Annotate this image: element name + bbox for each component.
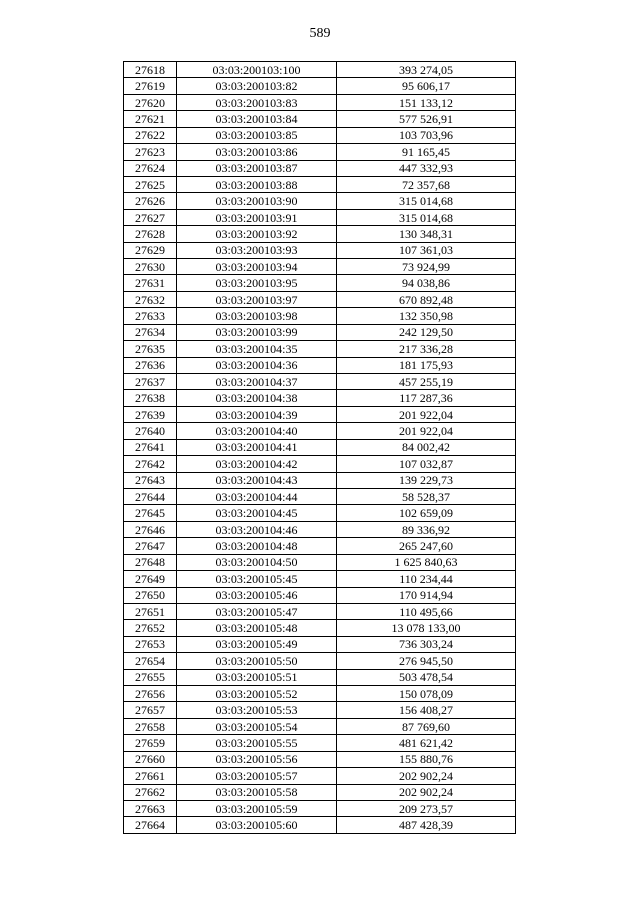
amount-cell: 201 922,04 [337, 406, 516, 422]
row-number-cell: 27629 [124, 242, 177, 258]
cadastral-number-cell: 03:03:200103:87 [177, 160, 337, 176]
table-row [124, 160, 516, 176]
row-number-cell: 27655 [124, 669, 177, 685]
cadastral-number-cell: 03:03:200103:90 [177, 193, 337, 209]
row-number-cell: 27627 [124, 209, 177, 225]
amount-cell: 58 528,37 [337, 488, 516, 504]
table-body [124, 62, 516, 834]
row-number-cell: 27660 [124, 751, 177, 767]
table-row [124, 686, 516, 702]
table-row [124, 111, 516, 127]
cadastral-number-cell: 03:03:200105:52 [177, 686, 337, 702]
amount-cell: 72 357,68 [337, 176, 516, 192]
cadastral-number-cell: 03:03:200104:37 [177, 374, 337, 390]
cadastral-number-cell: 03:03:200104:40 [177, 423, 337, 439]
cadastral-number-cell: 03:03:200105:59 [177, 800, 337, 816]
table-row [124, 209, 516, 225]
amount-cell: 150 078,09 [337, 686, 516, 702]
table-row [124, 308, 516, 324]
page-number: 589 [309, 26, 331, 41]
amount-cell: 265 247,60 [337, 538, 516, 554]
amount-cell: 315 014,68 [337, 209, 516, 225]
amount-cell: 110 495,66 [337, 603, 516, 619]
row-number-cell: 27658 [124, 718, 177, 734]
table-row [124, 587, 516, 603]
cadastral-number-cell: 03:03:200105:51 [177, 669, 337, 685]
amount-cell: 132 350,98 [337, 308, 516, 324]
table-row [124, 423, 516, 439]
row-number-cell: 27631 [124, 275, 177, 291]
amount-cell: 457 255,19 [337, 374, 516, 390]
table-row [124, 488, 516, 504]
row-number-cell: 27649 [124, 571, 177, 587]
cadastral-number-cell: 03:03:200104:36 [177, 357, 337, 373]
table-row [124, 718, 516, 734]
table-row [124, 751, 516, 767]
amount-cell: 447 332,93 [337, 160, 516, 176]
cadastral-number-cell: 03:03:200103:85 [177, 127, 337, 143]
row-number-cell: 27636 [124, 357, 177, 373]
amount-cell: 217 336,28 [337, 341, 516, 357]
table-row [124, 768, 516, 784]
cadastral-number-cell: 03:03:200103:82 [177, 78, 337, 94]
amount-cell: 117 287,36 [337, 390, 516, 406]
amount-cell: 170 914,94 [337, 587, 516, 603]
row-number-cell: 27619 [124, 78, 177, 94]
cadastral-number-cell: 03:03:200105:56 [177, 751, 337, 767]
table-row [124, 62, 516, 78]
cadastral-number-cell: 03:03:200104:50 [177, 554, 337, 570]
table-row [124, 554, 516, 570]
table-row [124, 144, 516, 160]
table-row [124, 374, 516, 390]
amount-cell: 393 274,05 [337, 62, 516, 78]
row-number-cell: 27632 [124, 291, 177, 307]
amount-cell: 156 408,27 [337, 702, 516, 718]
row-number-cell: 27642 [124, 456, 177, 472]
row-number-cell: 27663 [124, 800, 177, 816]
table-row [124, 324, 516, 340]
table-row [124, 357, 516, 373]
cadastral-number-cell: 03:03:200105:57 [177, 768, 337, 784]
table-row [124, 259, 516, 275]
cadastral-number-cell: 03:03:200103:98 [177, 308, 337, 324]
amount-cell: 736 303,24 [337, 636, 516, 652]
amount-cell: 91 165,45 [337, 144, 516, 160]
table-row [124, 653, 516, 669]
amount-cell: 102 659,09 [337, 505, 516, 521]
amount-cell: 487 428,39 [337, 817, 516, 833]
row-number-cell: 27644 [124, 488, 177, 504]
cadastral-number-cell: 03:03:200105:55 [177, 735, 337, 751]
amount-cell: 276 945,50 [337, 653, 516, 669]
table-row [124, 275, 516, 291]
row-number-cell: 27646 [124, 521, 177, 537]
cadastral-number-cell: 03:03:200103:95 [177, 275, 337, 291]
amount-cell: 577 526,91 [337, 111, 516, 127]
row-number-cell: 27621 [124, 111, 177, 127]
cadastral-number-cell: 03:03:200104:43 [177, 472, 337, 488]
cadastral-number-cell: 03:03:200105:53 [177, 702, 337, 718]
table-row [124, 291, 516, 307]
table-row [124, 242, 516, 258]
table-row [124, 94, 516, 110]
cadastral-number-cell: 03:03:200104:46 [177, 521, 337, 537]
table-row [124, 456, 516, 472]
row-number-cell: 27647 [124, 538, 177, 554]
amount-cell: 103 703,96 [337, 127, 516, 143]
cadastral-number-cell: 03:03:200105:49 [177, 636, 337, 652]
row-number-cell: 27624 [124, 160, 177, 176]
cadastral-number-cell: 03:03:200105:50 [177, 653, 337, 669]
row-number-cell: 27639 [124, 406, 177, 422]
amount-cell: 95 606,17 [337, 78, 516, 94]
row-number-cell: 27643 [124, 472, 177, 488]
row-number-cell: 27664 [124, 817, 177, 833]
row-number-cell: 27659 [124, 735, 177, 751]
cadastral-number-cell: 03:03:200104:45 [177, 505, 337, 521]
row-number-cell: 27620 [124, 94, 177, 110]
row-number-cell: 27637 [124, 374, 177, 390]
cadastral-number-cell: 03:03:200104:41 [177, 439, 337, 455]
row-number-cell: 27654 [124, 653, 177, 669]
cadastral-number-cell: 03:03:200105:47 [177, 603, 337, 619]
row-number-cell: 27628 [124, 226, 177, 242]
table-row [124, 521, 516, 537]
amount-cell: 13 078 133,00 [337, 620, 516, 636]
amount-cell: 181 175,93 [337, 357, 516, 373]
table-row [124, 636, 516, 652]
row-number-cell: 27622 [124, 127, 177, 143]
amount-cell: 481 621,42 [337, 735, 516, 751]
cadastral-number-cell: 03:03:200103:94 [177, 259, 337, 275]
data-table [123, 61, 516, 834]
cadastral-number-cell: 03:03:200103:91 [177, 209, 337, 225]
row-number-cell: 27648 [124, 554, 177, 570]
cadastral-number-cell: 03:03:200105:46 [177, 587, 337, 603]
row-number-cell: 27650 [124, 587, 177, 603]
row-number-cell: 27641 [124, 439, 177, 455]
table-row [124, 702, 516, 718]
amount-cell: 87 769,60 [337, 718, 516, 734]
cadastral-number-cell: 03:03:200103:99 [177, 324, 337, 340]
cadastral-number-cell: 03:03:200103:84 [177, 111, 337, 127]
amount-cell: 155 880,76 [337, 751, 516, 767]
row-number-cell: 27626 [124, 193, 177, 209]
row-number-cell: 27640 [124, 423, 177, 439]
cadastral-number-cell: 03:03:200103:88 [177, 176, 337, 192]
amount-cell: 94 038,86 [337, 275, 516, 291]
row-number-cell: 27653 [124, 636, 177, 652]
table-row [124, 439, 516, 455]
amount-cell: 315 014,68 [337, 193, 516, 209]
amount-cell: 503 478,54 [337, 669, 516, 685]
table-row [124, 390, 516, 406]
amount-cell: 201 922,04 [337, 423, 516, 439]
cadastral-number-cell: 03:03:200104:44 [177, 488, 337, 504]
table-row [124, 406, 516, 422]
cadastral-number-cell: 03:03:200103:92 [177, 226, 337, 242]
table-row [124, 193, 516, 209]
amount-cell: 202 902,24 [337, 784, 516, 800]
cadastral-number-cell: 03:03:200104:35 [177, 341, 337, 357]
row-number-cell: 27657 [124, 702, 177, 718]
row-number-cell: 27638 [124, 390, 177, 406]
row-number-cell: 27662 [124, 784, 177, 800]
table-row [124, 176, 516, 192]
table-row [124, 603, 516, 619]
row-number-cell: 27651 [124, 603, 177, 619]
cadastral-number-cell: 03:03:200103:100 [177, 62, 337, 78]
row-number-cell: 27633 [124, 308, 177, 324]
cadastral-number-cell: 03:03:200104:39 [177, 406, 337, 422]
table-row [124, 800, 516, 816]
cadastral-number-cell: 03:03:200105:60 [177, 817, 337, 833]
amount-cell: 1 625 840,63 [337, 554, 516, 570]
table-row [124, 817, 516, 833]
row-number-cell: 27630 [124, 259, 177, 275]
cadastral-number-cell: 03:03:200104:42 [177, 456, 337, 472]
row-number-cell: 27623 [124, 144, 177, 160]
cadastral-number-cell: 03:03:200103:93 [177, 242, 337, 258]
cadastral-number-cell: 03:03:200104:48 [177, 538, 337, 554]
cadastral-number-cell: 03:03:200103:86 [177, 144, 337, 160]
cadastral-number-cell: 03:03:200105:54 [177, 718, 337, 734]
cadastral-number-cell: 03:03:200105:45 [177, 571, 337, 587]
table-row [124, 472, 516, 488]
cadastral-number-cell: 03:03:200105:48 [177, 620, 337, 636]
row-number-cell: 27634 [124, 324, 177, 340]
amount-cell: 84 002,42 [337, 439, 516, 455]
table-row [124, 505, 516, 521]
row-number-cell: 27645 [124, 505, 177, 521]
table-row [124, 784, 516, 800]
table-row [124, 127, 516, 143]
table-row [124, 226, 516, 242]
row-number-cell: 27656 [124, 686, 177, 702]
row-number-cell: 27618 [124, 62, 177, 78]
row-number-cell: 27625 [124, 176, 177, 192]
row-number-cell: 27652 [124, 620, 177, 636]
cadastral-number-cell: 03:03:200103:97 [177, 291, 337, 307]
amount-cell: 209 273,57 [337, 800, 516, 816]
table-row [124, 341, 516, 357]
amount-cell: 110 234,44 [337, 571, 516, 587]
cadastral-number-cell: 03:03:200104:38 [177, 390, 337, 406]
cadastral-number-cell: 03:03:200103:83 [177, 94, 337, 110]
amount-cell: 130 348,31 [337, 226, 516, 242]
table-row [124, 78, 516, 94]
amount-cell: 151 133,12 [337, 94, 516, 110]
amount-cell: 139 229,73 [337, 472, 516, 488]
table-row [124, 620, 516, 636]
amount-cell: 202 902,24 [337, 768, 516, 784]
amount-cell: 670 892,48 [337, 291, 516, 307]
amount-cell: 89 336,92 [337, 521, 516, 537]
row-number-cell: 27635 [124, 341, 177, 357]
table-row [124, 669, 516, 685]
table-row [124, 538, 516, 554]
cadastral-number-cell: 03:03:200105:58 [177, 784, 337, 800]
amount-cell: 73 924,99 [337, 259, 516, 275]
table-row [124, 735, 516, 751]
amount-cell: 107 032,87 [337, 456, 516, 472]
amount-cell: 242 129,50 [337, 324, 516, 340]
amount-cell: 107 361,03 [337, 242, 516, 258]
row-number-cell: 27661 [124, 768, 177, 784]
table-row [124, 571, 516, 587]
